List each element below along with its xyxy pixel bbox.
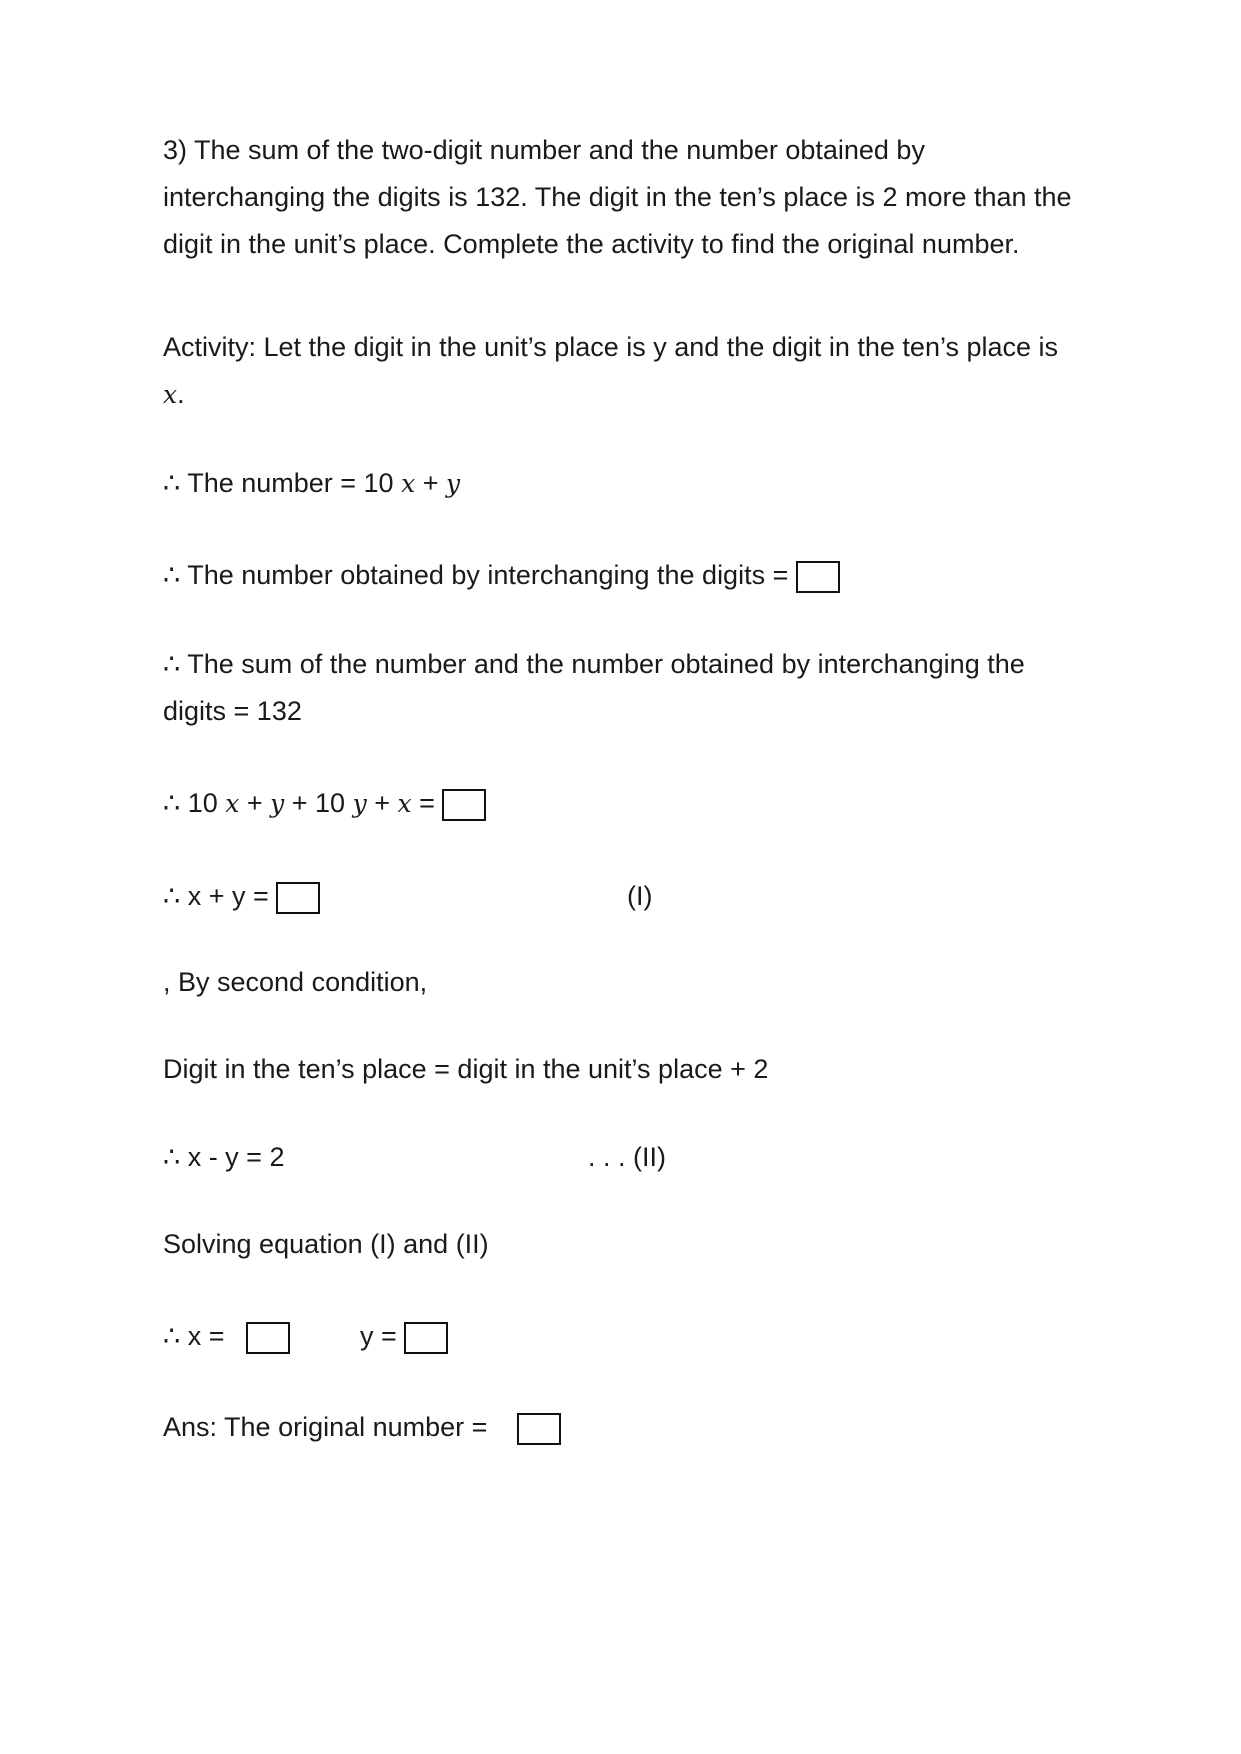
var-x: x (401, 469, 416, 498)
step-number (163, 467, 460, 500)
step-interchanged-text: The number obtained by interchanging the digits = (180, 560, 796, 590)
step-xy-diff-text: x - y = 2 (180, 1142, 285, 1172)
var-x: x (163, 380, 178, 409)
therefore-symbol: ∴ (163, 560, 181, 590)
answer-box-x[interactable] (246, 1322, 290, 1354)
step-xy-diff (163, 1141, 284, 1173)
activity-line-2 (163, 378, 185, 411)
var-y: y (270, 789, 285, 818)
step-xy-sum-text: x + y = (180, 881, 277, 911)
eq-part: 10 (180, 788, 226, 818)
var-x: x (397, 789, 412, 818)
y-label: y = (359, 1321, 405, 1351)
digit-relation: Digit in the ten’s place = digit in the unit’s place + 2 (163, 1054, 769, 1084)
activity-line-1: Activity: Let the digit in the unit’s place is y and the digit in the ten’s place is (163, 332, 1059, 362)
step-xy-sum (163, 880, 320, 914)
therefore-symbol: ∴ (163, 468, 181, 498)
equation-tag-1: (I) (627, 881, 653, 911)
second-condition: , By second condition, (163, 967, 428, 997)
answer-line (163, 1411, 561, 1445)
problem-line-3: digit in the unit’s place. Complete the activity to find the original number. (163, 229, 1020, 259)
therefore-symbol: ∴ (163, 881, 181, 911)
answer-box-interchanged[interactable] (796, 561, 840, 593)
problem-line-2: interchanging the digits is 132. The digit in the ten’s place is 2 more than the (163, 182, 1072, 212)
answer-box-equation[interactable] (442, 789, 486, 821)
var-y: y (352, 789, 367, 818)
problem-line-1: 3) The sum of the two-digit number and the number obtained by (163, 135, 925, 165)
eq-part: = (411, 788, 443, 818)
step-interchanged (163, 559, 840, 593)
step-sum-line-1 (163, 648, 1025, 680)
solving-line: Solving equation (I) and (II) (163, 1229, 489, 1259)
var-x: x (225, 789, 240, 818)
answer-label: Ans: The original number = (163, 1412, 495, 1442)
therefore-symbol: ∴ (163, 1321, 181, 1351)
therefore-symbol: ∴ (163, 788, 181, 818)
var-y: y (445, 469, 461, 498)
answer-box-xy-sum[interactable] (276, 882, 320, 914)
x-label: x = (180, 1321, 232, 1351)
therefore-symbol: ∴ (163, 649, 181, 679)
answer-box-original-number[interactable] (517, 1413, 561, 1445)
eq-part: + 10 (284, 788, 353, 818)
step-sum-text: The sum of the number and the number obtained by interchanging the (180, 649, 1025, 679)
eq-part: + (239, 788, 271, 818)
step-equation (163, 787, 486, 821)
answer-box-y[interactable] (404, 1322, 448, 1354)
equation-tag-2: . . . (II) (588, 1142, 666, 1172)
step-solution (163, 1320, 448, 1354)
plus-sign: + (415, 468, 446, 498)
therefore-symbol: ∴ (163, 1142, 181, 1172)
step-number-text: The number = 10 (180, 468, 402, 498)
eq-part: + (366, 788, 398, 818)
period: . (177, 379, 185, 409)
step-sum-line-2: digits = 132 (163, 696, 302, 726)
